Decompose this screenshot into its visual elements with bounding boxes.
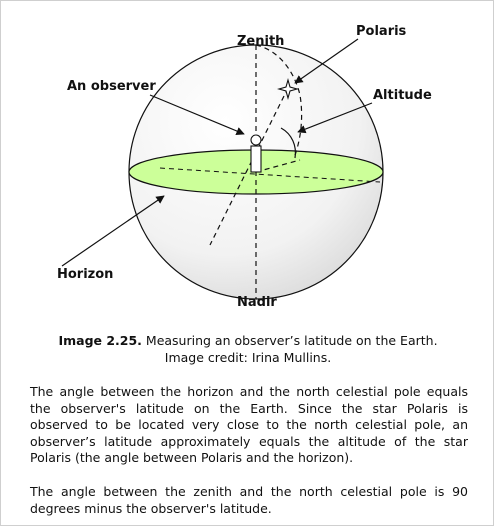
figure-caption: [0, 332, 496, 366]
zenith-label: Zenith: [237, 34, 285, 49]
nadir-label: Nadir: [237, 295, 277, 310]
caption-number: Image 2.25.: [58, 333, 142, 348]
body-paragraph-2: The angle between the zenith and the north celestial pole is 90 degrees minus the observer's latitude.: [30, 484, 468, 516]
horizon-label: Horizon: [57, 267, 114, 282]
caption-credit: Image credit: Irina Mullins.: [164, 350, 332, 365]
observer-figure-icon: [251, 135, 261, 172]
polaris-label: Polaris: [356, 24, 407, 39]
observer-label: An observer: [67, 79, 156, 94]
body-paragraph-1: The angle between the horizon and the north celestial pole equals the observer's latitude on the Earth. Since the star Polaris is observed to be located very close to the north celestial pole, an observer’s latitude approximately equals the altitude of the star Polaris (the angle between Polaris and the horizon).: [30, 384, 468, 465]
caption-text: Measuring an observer’s latitude on the Earth.: [141, 333, 438, 348]
altitude-label: Altitude: [373, 88, 432, 103]
caption-line: [0, 332, 496, 349]
